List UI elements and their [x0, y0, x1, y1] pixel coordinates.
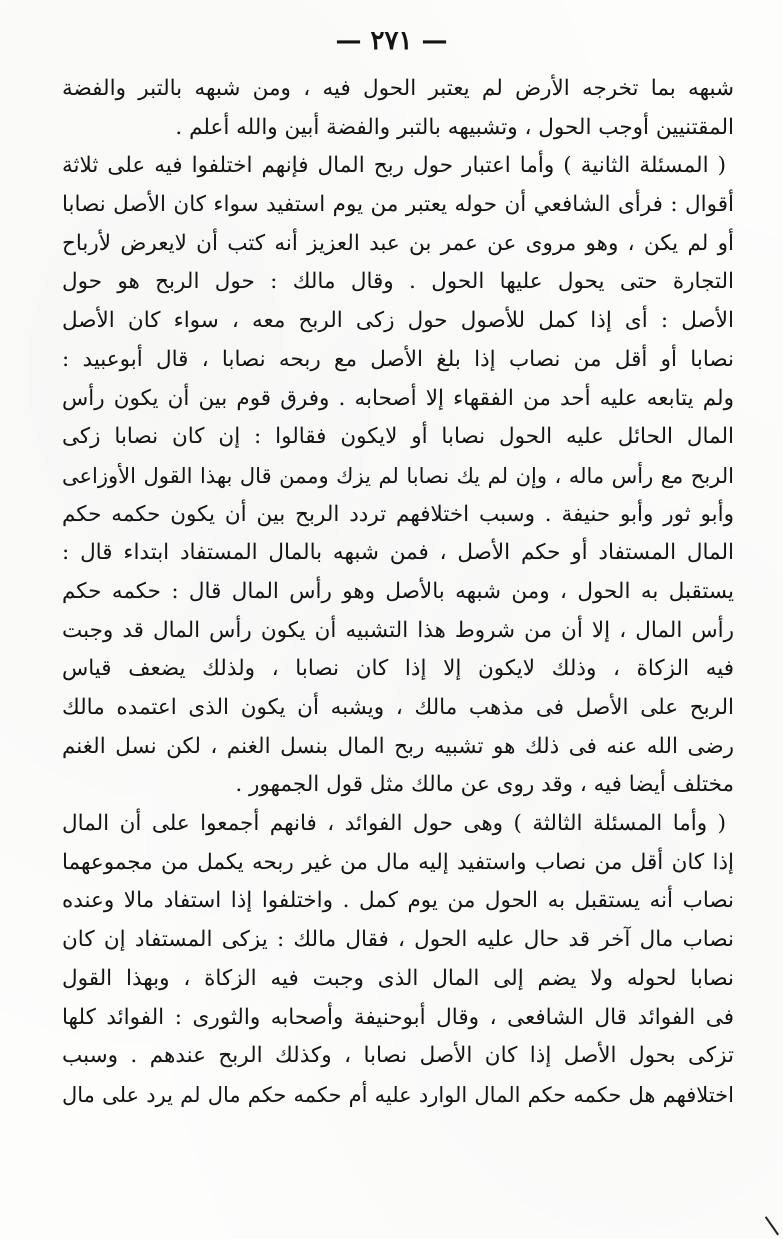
text-line: أقوال : فرأى الشافعي أن حوله يعتبر من يوم استفيد سواء كان الأصل نصابا: [62, 192, 734, 218]
scan-edge-mark: [765, 1211, 783, 1236]
text-line: الأصل : أى إذا كمل للأصول حول زكى الربح معه ، سواء كان الأصل: [62, 308, 734, 334]
text-line: الربح مع رأس ماله ، وإن لم يك نصابا لم يزك وممن قال بهذا القول الأوزاعى: [62, 463, 734, 488]
text-line: فيه الزكاة ، وذلك لايكون إلا إذا كان نصابا ، ولذلك يضعف قياس: [62, 656, 734, 682]
text-line: المقتنيين أوجب الحول ، وتشبيهه بالتبر والفضة أبين والله أعلم .: [175, 114, 734, 140]
text-line: أو لم يكن ، وهو مروى عن عمر بن عبد العزيز أنه كتب أن لايعرض لأرباح: [62, 230, 734, 256]
text-line: تزكى بحول الأصل إذا كان الأصل نصابا ، وكذلك الربح عندهم . وسبب: [62, 1043, 734, 1069]
text-line: وأبو ثور وأبو حنيفة . وسبب اختلافهم تردد الربح بين أن يكون حكمه حكم: [62, 501, 734, 527]
text-line: ( وأما المسئلة الثالثة ) وهى حول الفوائد ، فانهم أجمعوا على أن المال: [62, 811, 726, 837]
text-line: اختلافهم هل حكمه حكم المال الوارد عليه أم حكمه حكم مال لم يرد على مال: [62, 1082, 734, 1107]
text-line: نصابا لحوله ولا يضم إلى المال الذى وجبت فيه الزكاة ، وبهذا القول: [62, 965, 734, 991]
text-line: التجارة حتى يحول عليها الحول . وقال مالك : حول الربح هو حول: [62, 269, 734, 295]
text-line: نصاب مال آخر قد حال عليه الحول ، فقال مالك : يزكى المستفاد إن كان: [62, 927, 734, 953]
text-line: رضى الله عنه فى ذلك هو تشبيه ربح المال بنسل الغنم ، لكن نسل الغنم: [62, 733, 734, 759]
text-line: نصابا أو أقل من نصاب إذا بلغ الأصل مع ربحه نصابا ، قال أبوعبيد :: [62, 346, 734, 372]
text-line: رأس المال ، إلا أن من شروط هذا التشبيه أن يكون رأس المال قد وجبت: [62, 617, 734, 643]
text-line: فى الفوائد قال الشافعى ، وقال أبوحنيفة وأصحابه والثورى : الفوائد كلها: [62, 1004, 734, 1030]
page-number: — ٢٧١ —: [335, 26, 448, 56]
text-line: ولم يتابعه عليه أحد من الفقهاء إلا أصحابه . وفرق قوم بين أن يكون رأس: [62, 385, 734, 411]
text-line: الربح على الأصل فى مذهب مالك ، ويشبه أن يكون الذى اعتمده مالك: [62, 695, 734, 720]
text-line: إذا كان أقل من نصاب واستفيد إليه مال من غير ربحه يكمل من مجموعهما: [62, 849, 734, 875]
text-line: يستقبل به الحول ، ومن شبهه بالأصل وهو رأس المال قال : حكمه حكم: [62, 578, 734, 604]
text-line: مختلف أيضا فيه ، وقد روى عن مالك مثل قول الجمهور .: [235, 772, 734, 798]
text-line: المال المستفاد أو حكم الأصل ، فمن شبهه بالمال المستفاد ابتداء قال :: [62, 540, 734, 566]
text-line: نصاب أنه يستقبل به الحول من يوم كمل . واختلفوا إذا استفاد مالا وعنده: [62, 888, 734, 914]
body-text: [62, 70, 734, 1115]
text-line: المال الحائل عليه الحول نصابا أو لايكون فقالوا : إن كان نصابا زكى: [62, 424, 734, 450]
text-line: شبهه بما تخرجه الأرض لم يعتبر الحول فيه ، ومن شبهه بالتبر والفضة: [62, 76, 734, 101]
text-line: ( المسئلة الثانية ) وأما اعتبار حول ربح المال فإنهم اختلفوا فيه على ثلاثة: [62, 153, 726, 179]
